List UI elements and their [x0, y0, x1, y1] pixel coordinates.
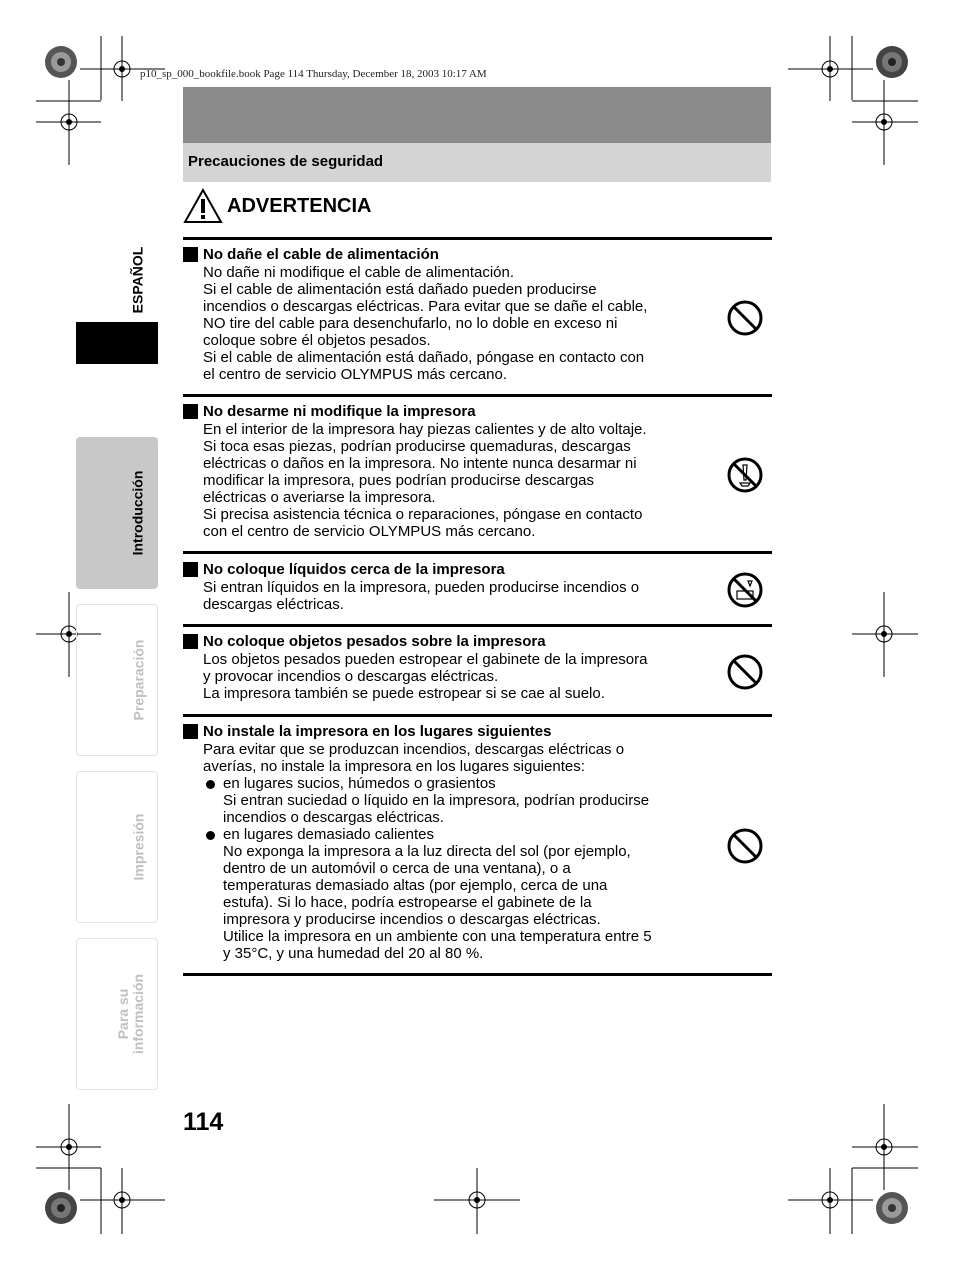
prohibited-icon	[726, 827, 764, 865]
tab-preparacion[interactable]	[76, 604, 158, 756]
list-item: en lugares demasiado calientes No exponga la impresora a la luz directa del sol (por ejemplo, dentro de un automóvil o cerca de una ventana), o a temperaturas demasiado altas (por ejemplo, cerca de una estufa). Si lo hace, podría estropearse el gabinete de la impresora y producirse incendios o descargas eléctricas. Utilice la impresora en un ambiente con una temperatura entre 5 y 35°C, y una humedad del 20 al 80 %.	[203, 826, 698, 962]
warning-triangle-icon	[183, 188, 223, 224]
language-marker	[76, 322, 158, 364]
page-number: 114	[183, 1108, 224, 1136]
prohibited-icon	[726, 299, 764, 337]
divider	[183, 237, 772, 240]
bullet-icon	[206, 831, 215, 840]
item-body: Los objetos pesados pueden estropear el gabinete de la impresora y provocar incendios o descargas eléctricas. La impresora también se puede estropear si se cae al suelo.	[203, 651, 648, 702]
header-band	[183, 87, 771, 143]
tab-impresion[interactable]	[76, 771, 158, 923]
divider	[183, 714, 772, 717]
warning-item	[183, 244, 772, 392]
item-title: No coloque líquidos cerca de la impresora	[183, 559, 772, 579]
warning-item	[183, 631, 772, 713]
square-bullet-icon	[183, 634, 198, 649]
tab-introduccion[interactable]	[76, 437, 158, 589]
tab-para-su-informacion[interactable]	[76, 938, 158, 1090]
divider	[183, 394, 772, 397]
tab-preparacion-label: Preparación	[130, 639, 147, 721]
prohibited-icon	[726, 653, 764, 691]
warning-item	[183, 559, 772, 623]
tab-introduccion-label: Introducción	[129, 470, 146, 556]
square-bullet-icon	[183, 404, 198, 419]
tab-para-su-informacion-label: Para su información	[115, 973, 146, 1055]
tab-impresion-label: Impresión	[130, 813, 147, 881]
no-disassembly-icon	[726, 456, 764, 494]
warning-heading	[183, 186, 371, 226]
section-title: Precauciones de seguridad	[188, 153, 384, 170]
section-bar	[183, 143, 771, 182]
item-body: Para evitar que se produzcan incendios, descargas eléctricas o averías, no instale la impresora en los lugares siguientes: en lugares sucios, húmedos o grasientos Si entran suciedad o líquido en la impresora, podrían producirse incendios o descargas eléctricas. en lugares demasiado calientes No exponga la impresora a la luz directa del sol (por ejemplo, dentro de un automóvil o cerca de una ventana), o a temperaturas demasiado altas (por ejemplo, cerca de una estufa). Si lo hace, podría estropearse el gabinete de la impresora y producirse incendios o descargas eléctricas. Utilice la impresora en un ambiente con una temperatura entre 5 y 35°C, y una humedad del 20 al 80 %.	[203, 741, 698, 962]
item-title: No instale la impresora en los lugares siguientes	[183, 721, 772, 741]
item-title: No dañe el cable de alimentación	[183, 244, 772, 264]
warning-item	[183, 721, 772, 971]
warning-item	[183, 401, 772, 549]
file-header: p10_sp_000_bookfile.book Page 114 Thursday, December 18, 2003 10:17 AM	[140, 68, 487, 80]
divider	[183, 624, 772, 627]
no-liquids-icon	[726, 571, 764, 609]
language-label: ESPAÑOL	[129, 246, 146, 314]
item-body: No dañe ni modifique el cable de alimentación. Si el cable de alimentación está dañado pueden producirse incendios o descargas eléctricas. Para evitar que se dañe el cable, NO tire del cable para desenchufarlo, no lo doble en exceso ni coloque sobre él objetos pesados. Si el cable de alimentación está dañado, póngase en contacto con el centro de servicio OLYMPUS más cercano.	[203, 264, 648, 383]
square-bullet-icon	[183, 247, 198, 262]
item-title: No coloque objetos pesados sobre la impresora	[183, 631, 772, 651]
item-body: En el interior de la impresora hay piezas calientes y de alto voltaje. Si toca esas piezas, podrían producirse quemaduras, descargas eléctricas o daños en la impresora. No intente nunca desarmar ni modificar la impresora, pues podrían producirse descargas eléctricas o averiarse la impresora. Si precisa asistencia técnica o reparaciones, póngase en contacto con el centro de servicio OLYMPUS más cercano.	[203, 421, 647, 540]
list-item: en lugares sucios, húmedos o grasientos Si entran suciedad o líquido en la impresora, podrían producirse incendios o descargas eléctricas.	[203, 775, 698, 826]
square-bullet-icon	[183, 724, 198, 739]
bullet-icon	[206, 780, 215, 789]
item-body: Si entran líquidos en la impresora, pueden producirse incendios o descargas eléctricas.	[203, 579, 640, 613]
divider	[183, 551, 772, 554]
square-bullet-icon	[183, 562, 198, 577]
divider	[183, 973, 772, 976]
item-title: No desarme ni modifique la impresora	[183, 401, 772, 421]
warning-title: ADVERTENCIA	[227, 194, 372, 217]
